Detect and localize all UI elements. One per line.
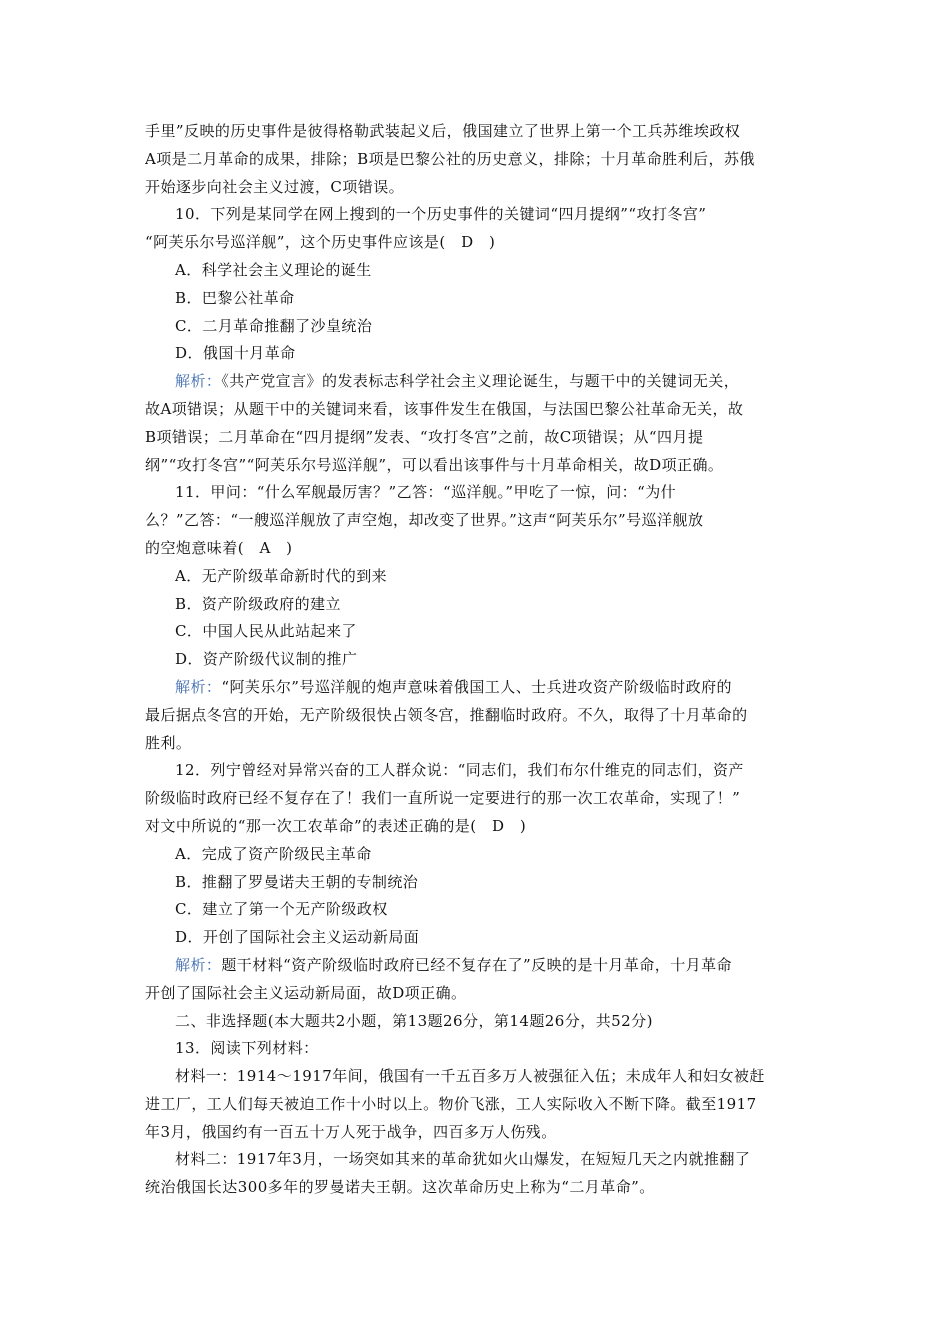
question-10-stem: 10．下列是某同学在网上搜到的一个历史事件的关键词“四月提纲”“攻打冬宫” <box>175 205 707 224</box>
question-11-stem: 11．甲问：“什么军舰最厉害？”乙答：“巡洋舰。”甲吃了一惊，问：“为什 <box>175 483 677 502</box>
question-10-analysis-cont-2: B项错误；二月革命在“四月提纲”发表、“攻打冬宫”之前，故C项错误；从“四月提 <box>145 427 704 446</box>
question-11-stem-cont-2: 的空炮意味着( A ) <box>145 538 293 557</box>
question-10-option-c: C．二月革命推翻了沙皇统治 <box>175 316 373 335</box>
material-1: 材料一：1914～1917年间，俄国有一千五百多万人被强征入伍；未成年人和妇女被赶 <box>175 1067 765 1086</box>
question-12-option-a: A．完成了资产阶级民主革命 <box>175 844 372 863</box>
question-11-stem-cont-1: 么？”乙答：“一艘巡洋舰放了声空炮，却改变了世界。”这声“阿芙乐尔”号巡洋舰放 <box>145 511 704 530</box>
analysis-label: 解析： <box>175 955 222 974</box>
question-12-stem: 12．列宁曾经对异常兴奋的工人群众说：“同志们，我们布尔什维克的同志们，资产 <box>175 761 744 780</box>
question-11-analysis-cont-1: 最后据点冬宫的开始，无产阶级很快占领冬宫，推翻临时政府。不久，取得了十月革命的 <box>145 705 748 724</box>
question-12-option-c: C．建立了第一个无产阶级政权 <box>175 900 388 919</box>
question-11-option-a: A．无产阶级革命新时代的到来 <box>175 566 388 585</box>
question-10-analysis: 解析：《共产党宣言》的发表标志科学社会主义理论诞生，与题干中的关键词无关， <box>175 372 740 391</box>
question-12-analysis: 解析：题干材料“资产阶级临时政府已经不复存在了”反映的是十月革命，十月革命 <box>175 955 732 974</box>
section-heading-non-choice: 二、非选择题(本大题共2小题，第13题26分，第14题26分，共52分) <box>175 1011 653 1030</box>
question-10-stem-cont: “阿芙乐尔号巡洋舰”，这个历史事件应该是( D ) <box>145 233 496 252</box>
text-line-2: A项是二月革命的成果，排除；B项是巴黎公社的历史意义，排除；十月革命胜利后，苏俄 <box>145 149 755 168</box>
material-2-cont: 统治俄国长达300多年的罗曼诺夫王朝。这次革命历史上称为“二月革命”。 <box>145 1178 655 1197</box>
material-1-cont-1: 进工厂，工人们每天被迫工作十小时以上。物价飞涨，工人实际收入不断下降。截至1917 <box>145 1094 757 1113</box>
question-10-analysis-cont-3: 纲”“攻打冬宫”“阿芙乐尔号巡洋舰”，可以看出该事件与十月革命相关，故D项正确。 <box>145 455 724 474</box>
question-10-analysis-cont-1: 故A项错误；从题干中的关键词来看，该事件发生在俄国，与法国巴黎公社革命无关，故 <box>145 399 744 418</box>
question-11-option-b: B．资产阶级政府的建立 <box>175 594 341 613</box>
material-2: 材料二：1917年3月，一场突如其来的革命犹如火山爆发，在短短几天之内就推翻了 <box>175 1150 751 1169</box>
text-line-3: 开始逐步向社会主义过渡，C项错误。 <box>145 177 405 196</box>
question-11-option-c: C．中国人民从此站起来了 <box>175 622 357 641</box>
material-1-cont-2: 年3月，俄国约有一百五十万人死于战争，四百多万人伤残。 <box>145 1122 557 1141</box>
question-11-analysis: 解析：“阿芙乐尔”号巡洋舰的炮声意味着俄国工人、士兵进攻资产阶级临时政府的 <box>175 677 732 696</box>
question-13-stem: 13．阅读下列材料： <box>175 1039 319 1058</box>
text-line-1: 手里”反映的历史事件是彼得格勒武装起义后，俄国建立了世界上第一个工兵苏维埃政权 <box>145 122 741 140</box>
question-11-analysis-cont-2: 胜利。 <box>145 733 192 752</box>
question-10-option-a: A．科学社会主义理论的诞生 <box>175 260 372 279</box>
question-12-analysis-cont: 开创了国际社会主义运动新局面，故D项正确。 <box>145 983 467 1002</box>
question-12-option-b: B．推翻了罗曼诺夫王朝的专制统治 <box>175 872 419 891</box>
question-11-option-d: D．资产阶级代议制的推广 <box>175 650 358 669</box>
question-12-stem-cont-1: 阶级临时政府已经不复存在了！我们一直所说一定要进行的那一次工农革命，实现了！” <box>145 789 741 808</box>
question-10-option-d: D．俄国十月革命 <box>175 344 296 363</box>
analysis-label: 解析： <box>175 372 222 391</box>
question-12-option-d: D．开创了国际社会主义运动新局面 <box>175 928 420 947</box>
document-page <box>145 118 807 1202</box>
analysis-label: 解析： <box>175 677 222 696</box>
question-10-option-b: B．巴黎公社革命 <box>175 288 295 307</box>
question-12-stem-cont-2: 对文中所说的“那一次工农革命”的表述正确的是( D ) <box>145 816 527 835</box>
